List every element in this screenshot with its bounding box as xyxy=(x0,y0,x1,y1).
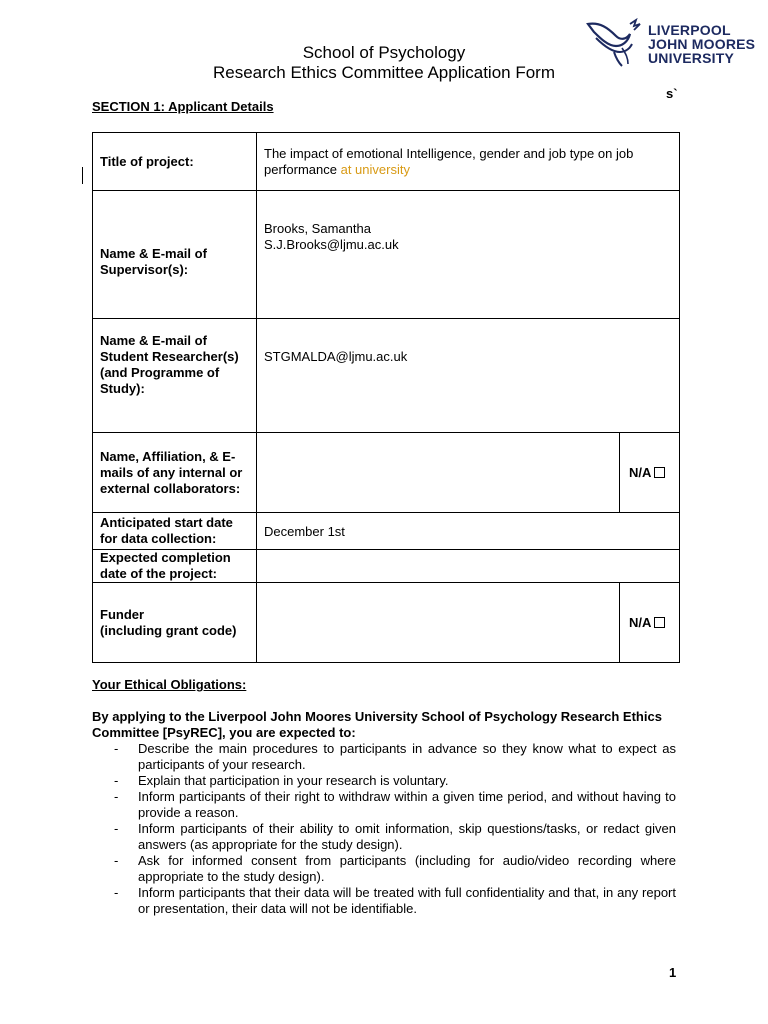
obligations-heading: Your Ethical Obligations: xyxy=(92,677,247,692)
list-item-text: Ask for informed consent from participants (including for audio/video recording where appropriate to the study design). xyxy=(138,853,676,884)
field-label: Name & E-mail of Student Researcher(s) (and Programme of Study): xyxy=(93,319,257,433)
list-item-text: Inform participants that their data will be treated with full confidentiality and that, in any report or presentation, their data will not be identifiable. xyxy=(138,885,676,916)
na-checkbox[interactable] xyxy=(654,467,665,478)
start-date-field[interactable]: December 1st xyxy=(257,513,680,550)
field-value: S.J.Brooks@ljmu.ac.uk xyxy=(264,237,399,252)
table-row xyxy=(93,513,680,550)
obligations-list xyxy=(92,741,676,917)
logo-text-line: JOHN MOORES xyxy=(648,36,756,52)
field-label: Title of project: xyxy=(93,133,257,191)
field-value: STGMALDA@ljmu.ac.uk xyxy=(264,349,408,364)
list-bullet: - xyxy=(114,741,119,756)
table-row xyxy=(93,583,680,663)
table-row xyxy=(93,433,680,513)
list-item xyxy=(92,853,676,885)
field-value: The impact of emotional Intelligence, gender and job type on job performance xyxy=(264,145,634,177)
field-label: Funder xyxy=(100,606,145,622)
field-label: (including grant code) xyxy=(100,622,237,638)
list-bullet: - xyxy=(114,853,119,868)
list-bullet: - xyxy=(114,885,119,900)
list-item xyxy=(92,789,676,821)
text-cursor xyxy=(82,167,83,184)
list-bullet: - xyxy=(114,789,119,804)
na-label: N/A xyxy=(629,615,652,630)
logo-text-line: UNIVERSITY xyxy=(648,50,735,66)
field-label: Name, Affiliation, & E-mails of any internal or external collaborators: xyxy=(93,433,257,513)
page-number: 1 xyxy=(669,965,677,980)
list-item xyxy=(92,741,676,773)
list-item xyxy=(92,821,676,853)
project-title-field[interactable] xyxy=(257,133,680,191)
university-logo xyxy=(586,18,761,70)
form-school-title: School of Psychology xyxy=(302,43,466,62)
na-label: N/A xyxy=(629,465,652,480)
table-row xyxy=(93,133,680,191)
na-option xyxy=(620,433,680,513)
list-item xyxy=(92,885,676,917)
section-heading: SECTION 1: Applicant Details xyxy=(92,99,274,114)
list-item xyxy=(92,773,676,789)
field-label: Expected completion date of the project: xyxy=(93,550,257,583)
table-row xyxy=(93,191,680,319)
liver-bird-icon xyxy=(586,18,646,68)
stray-text: s` xyxy=(666,86,678,101)
list-item-text: Describe the main procedures to participants in advance so they know what to expect as participants of your research. xyxy=(138,741,676,772)
collaborators-field[interactable] xyxy=(257,433,620,513)
funder-label xyxy=(93,583,257,663)
na-checkbox[interactable] xyxy=(654,617,665,628)
list-item-text: Inform participants of their right to withdraw within a given time period, and without having to provide a reason. xyxy=(138,789,676,820)
list-item-text: Inform participants of their ability to omit information, skip questions/tasks, or redact given answers (as appropriate for the study design). xyxy=(138,821,676,852)
field-label: Anticipated start date for data collection: xyxy=(93,513,257,550)
supervisor-field[interactable] xyxy=(257,191,680,319)
applicant-details-table xyxy=(92,132,680,663)
na-option xyxy=(620,583,680,663)
field-value: Brooks, Samantha xyxy=(264,221,371,236)
form-title: Research Ethics Committee Application Form xyxy=(212,63,556,82)
table-row xyxy=(93,550,680,583)
logo-text-line: LIVERPOOL xyxy=(648,22,731,38)
funder-field[interactable] xyxy=(257,583,620,663)
list-bullet: - xyxy=(114,821,119,836)
table-row xyxy=(93,319,680,433)
field-label: Name & E-mail of Supervisor(s): xyxy=(93,191,257,319)
list-bullet: - xyxy=(114,773,119,788)
student-researcher-field[interactable] xyxy=(257,319,680,433)
tracked-change-text: at university xyxy=(336,161,410,177)
list-item-text: Explain that participation in your research is voluntary. xyxy=(138,773,449,788)
obligations-intro: By applying to the Liverpool John Moores University School of Psychology Research Ethics Committee [PsyREC], you are expected to: xyxy=(92,709,662,740)
completion-date-field[interactable] xyxy=(257,550,680,583)
